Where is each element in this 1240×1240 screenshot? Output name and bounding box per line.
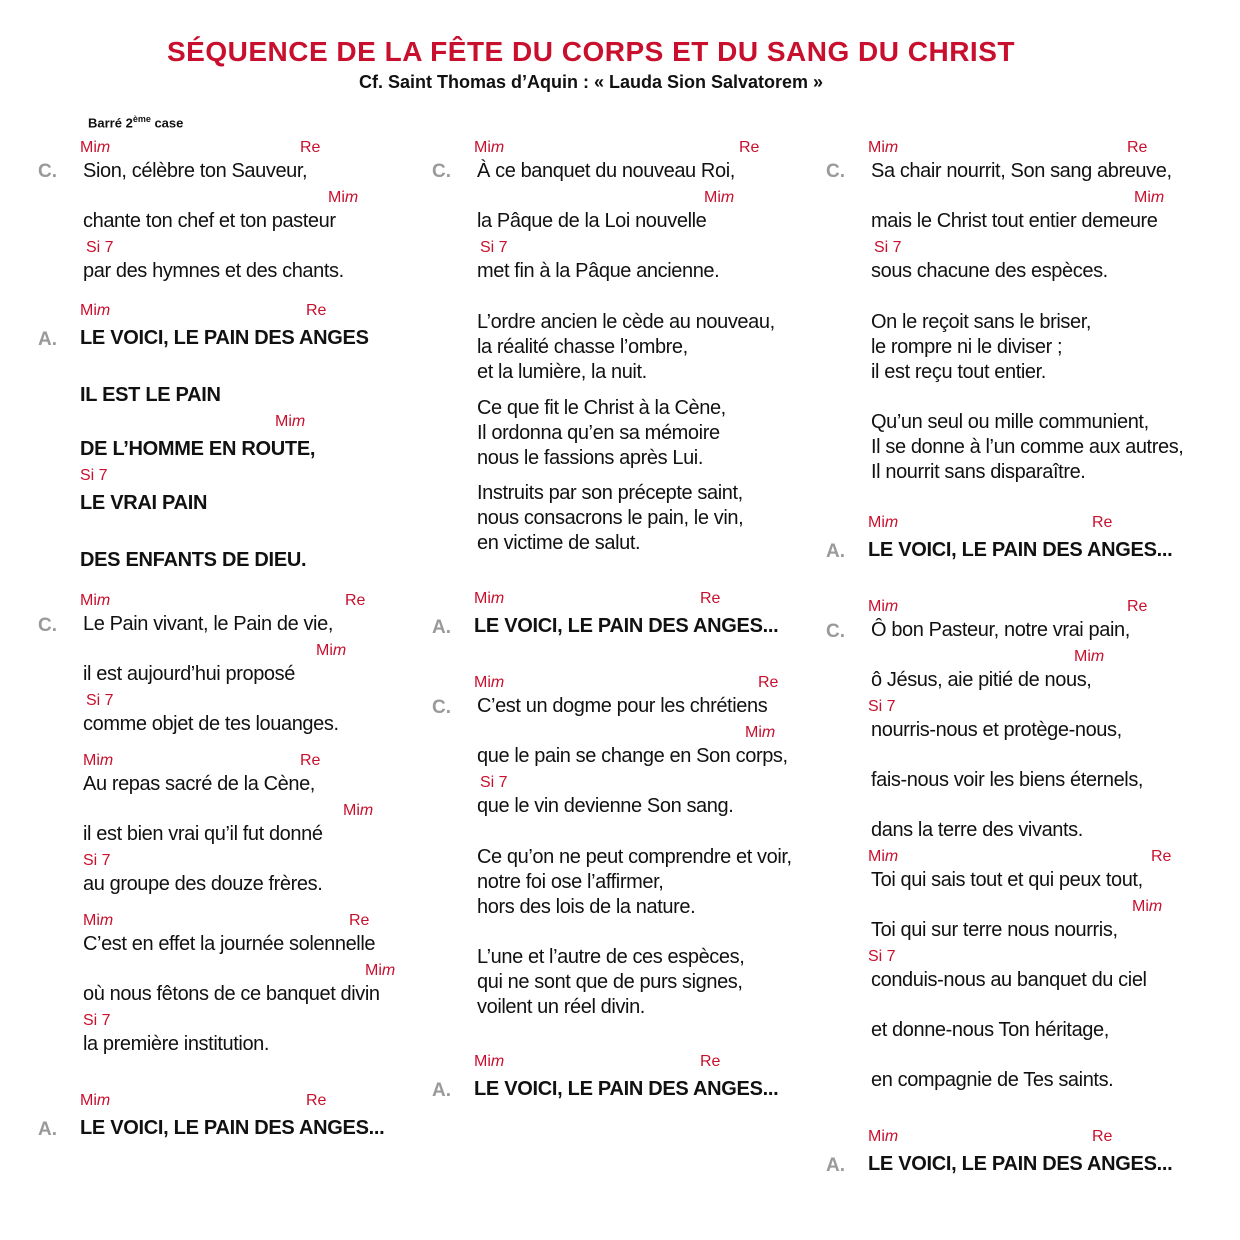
lyric-line: Instruits par son précepte saint, (477, 482, 743, 504)
lyric-line: sous chacune des espèces. (871, 260, 1108, 282)
chord-mim-root: Mi (328, 189, 345, 206)
lyric-line: Il ordonna qu’en sa mémoire (477, 422, 720, 444)
chord-mim-root: Mi (474, 139, 491, 156)
lyric-line: Toi qui sais tout et qui peux tout, (871, 869, 1143, 891)
chord-mim (83, 912, 113, 930)
lyric-line: On le reçoit sans le briser, (871, 311, 1092, 333)
chord-si7: Si 7 (868, 698, 896, 715)
chord-mim (316, 642, 346, 660)
lyric-line: il est reçu tout entier. (871, 361, 1046, 383)
column-3 (826, 0, 1226, 1240)
assembly-marker: A. (826, 1155, 845, 1176)
chord-mim (80, 139, 110, 157)
chord-mim-minor: m (490, 1053, 505, 1070)
chord-mim (474, 674, 504, 692)
chord-mim-minor: m (1148, 898, 1163, 915)
chord-re: Re (1092, 514, 1113, 531)
chord-mim-root: Mi (868, 1128, 885, 1145)
lyric-line: C’est en effet la journée solennelle (83, 933, 376, 955)
chord-mim-minor: m (96, 1092, 111, 1109)
cantor-marker: C. (826, 621, 845, 642)
chord-mim-root: Mi (275, 413, 292, 430)
chord-mim-root: Mi (80, 1092, 97, 1109)
lyric-line: au groupe des douze frères. (83, 873, 323, 895)
chord-mim (474, 139, 504, 157)
lyric-line: Sa chair nourrit, Son sang abreuve, (871, 160, 1172, 182)
lyric-line: et la lumière, la nuit. (477, 361, 647, 383)
lyric-line: chante ton chef et ton pasteur (83, 210, 336, 232)
chord-re: Re (1127, 598, 1148, 615)
chord-mim-root: Mi (365, 962, 382, 979)
lyric-line: et donne-nous Ton héritage, (871, 1019, 1109, 1041)
chord-mim-minor: m (884, 848, 899, 865)
assembly-marker: A. (38, 1119, 57, 1140)
chord-si7: Si 7 (480, 239, 508, 256)
chord-si7: Si 7 (874, 239, 902, 256)
chord-mim-root: Mi (1134, 189, 1151, 206)
cantor-marker: C. (826, 161, 845, 182)
lyric-line: que le vin devienne Son sang. (477, 795, 734, 817)
chord-mim-minor: m (490, 139, 505, 156)
lyric-line: la Pâque de la Loi nouvelle (477, 210, 707, 232)
lyric-line: Qu’un seul ou mille communient, (871, 411, 1149, 433)
chord-re: Re (349, 912, 370, 929)
cantor-marker: C. (38, 615, 57, 636)
lyric-line: met fin à la Pâque ancienne. (477, 260, 720, 282)
chord-mim-minor: m (96, 592, 111, 609)
chord-mim-root: Mi (745, 724, 762, 741)
refrain-line: LE VOICI, LE PAIN DES ANGES... (868, 1153, 1173, 1175)
chord-mim-minor: m (332, 642, 347, 659)
chord-mim-root: Mi (83, 752, 100, 769)
chord-mim (1132, 898, 1162, 916)
lyric-line: À ce banquet du nouveau Roi, (477, 160, 735, 182)
refrain-line: LE VOICI, LE PAIN DES ANGES... (474, 1078, 779, 1100)
lyric-line: en victime de salut. (477, 532, 641, 554)
chord-mim (474, 1053, 504, 1071)
refrain-line: DE L’HOMME EN ROUTE, (80, 438, 316, 460)
chord-mim (868, 848, 898, 866)
chord-mim-root: Mi (343, 802, 360, 819)
assembly-marker: A. (432, 1080, 451, 1101)
assembly-marker: A. (432, 617, 451, 638)
chord-re: Re (700, 590, 721, 607)
lyric-line: voilent un réel divin. (477, 996, 645, 1018)
chord-mim (343, 802, 373, 820)
refrain-line: DES ENFANTS DE DIEU. (80, 549, 307, 571)
chord-mim-minor: m (720, 189, 735, 206)
assembly-marker: A. (38, 329, 57, 350)
chord-mim-minor: m (344, 189, 359, 206)
lyric-line: L’ordre ancien le cède au nouveau, (477, 311, 775, 333)
refrain-line: LE VOICI, LE PAIN DES ANGES (80, 327, 369, 349)
chord-mim-root: Mi (80, 139, 97, 156)
chord-mim-root: Mi (474, 674, 491, 691)
capo-note-sup: ème (132, 114, 151, 124)
lyric-line: Sion, célèbre ton Sauveur, (83, 160, 308, 182)
chord-mim-minor: m (99, 752, 114, 769)
page-subtitle: Cf. Saint Thomas d’Aquin : « Lauda Sion Salvatorem » (358, 72, 824, 92)
chord-mim-root: Mi (704, 189, 721, 206)
chord-mim-root: Mi (80, 302, 97, 319)
lyric-line: par des hymnes et des chants. (83, 260, 344, 282)
refrain-line: LE VOICI, LE PAIN DES ANGES... (868, 539, 1173, 561)
chord-mim-root: Mi (83, 912, 100, 929)
lyric-line: nourris-nous et protège-nous, (871, 719, 1122, 741)
assembly-marker: A. (826, 541, 845, 562)
lyric-line: en compagnie de Tes saints. (871, 1069, 1114, 1091)
chord-si7: Si 7 (86, 692, 114, 709)
chord-re: Re (700, 1053, 721, 1070)
page-title: SÉQUENCE DE LA FÊTE DU CORPS ET DU SANG DU CHRIST (167, 36, 1015, 67)
lyric-line: nous le fassions après Lui. (477, 447, 704, 469)
chord-mim-minor: m (1150, 189, 1165, 206)
chord-mim (474, 590, 504, 608)
chord-mim-root: Mi (1132, 898, 1149, 915)
chord-si7: Si 7 (480, 774, 508, 791)
chord-mim-root: Mi (868, 848, 885, 865)
chord-mim (868, 1128, 898, 1146)
chord-mim-root: Mi (1074, 648, 1091, 665)
lyric-line: Ce que fit le Christ à la Cène, (477, 397, 726, 419)
lyric-line: notre foi ose l’affirmer, (477, 871, 664, 893)
chord-mim-minor: m (490, 674, 505, 691)
chord-si7: Si 7 (868, 948, 896, 965)
lyric-line: Toi qui sur terre nous nourris, (871, 919, 1118, 941)
lyric-line: C’est un dogme pour les chrétiens (477, 695, 768, 717)
chord-mim (365, 962, 395, 980)
lyric-line: Le Pain vivant, le Pain de vie, (83, 613, 333, 635)
chord-mim-minor: m (291, 413, 306, 430)
chord-mim-minor: m (884, 514, 899, 531)
lyric-line: comme objet de tes louanges. (83, 713, 339, 735)
chord-si7: Si 7 (86, 239, 114, 256)
chord-re: Re (1127, 139, 1148, 156)
chord-re: Re (306, 1092, 327, 1109)
cantor-marker: C. (38, 161, 57, 182)
lyric-line: que le pain se change en Son corps, (477, 745, 788, 767)
lyric-line: ô Jésus, aie pitié de nous, (871, 669, 1092, 691)
chord-mim (328, 189, 358, 207)
chord-re: Re (1151, 848, 1172, 865)
lyric-line: Il se donne à l’un comme aux autres, (871, 436, 1184, 458)
lyric-line: mais le Christ tout entier demeure (871, 210, 1158, 232)
column-1 (38, 0, 428, 1240)
lyric-line: la première institution. (83, 1033, 270, 1055)
chord-mim-minor: m (96, 302, 111, 319)
cantor-marker: C. (432, 161, 451, 182)
lyric-line: où nous fêtons de ce banquet divin (83, 983, 380, 1005)
lyric-line: nous consacrons le pain, le vin, (477, 507, 744, 529)
chord-mim-minor: m (884, 598, 899, 615)
chord-mim (868, 598, 898, 616)
column-2 (432, 0, 822, 1240)
chord-re: Re (758, 674, 779, 691)
chord-mim (868, 514, 898, 532)
chord-mim (1074, 648, 1104, 666)
chord-mim-minor: m (96, 139, 111, 156)
chord-mim (704, 189, 734, 207)
chord-mim-root: Mi (868, 514, 885, 531)
chord-mim-root: Mi (316, 642, 333, 659)
refrain-line: LE VOICI, LE PAIN DES ANGES... (474, 615, 779, 637)
cantor-marker: C. (432, 697, 451, 718)
lyric-line: Au repas sacré de la Cène, (83, 773, 315, 795)
refrain-line: IL EST LE PAIN (80, 384, 221, 406)
chord-re: Re (739, 139, 760, 156)
chord-re: Re (300, 752, 321, 769)
chord-mim-root: Mi (474, 590, 491, 607)
chord-mim-root: Mi (474, 1053, 491, 1070)
chord-mim (745, 724, 775, 742)
chord-si7: Si 7 (80, 467, 108, 484)
chord-mim-root: Mi (868, 139, 885, 156)
lyric-line: la réalité chasse l’ombre, (477, 336, 688, 358)
chord-mim-minor: m (884, 139, 899, 156)
lyric-line: il est aujourd’hui proposé (83, 663, 295, 685)
chord-re: Re (306, 302, 327, 319)
capo-note-text: Barré 2 (88, 115, 133, 131)
chord-si7: Si 7 (83, 852, 111, 869)
lyric-line: fais-nous voir les biens éternels, (871, 769, 1144, 791)
chord-re: Re (300, 139, 321, 156)
refrain-line: LE VOICI, LE PAIN DES ANGES... (80, 1117, 385, 1139)
lyric-line: L’une et l’autre de ces espèces, (477, 946, 745, 968)
lyric-line: dans la terre des vivants. (871, 819, 1083, 841)
chord-mim (80, 302, 110, 320)
chord-mim (1134, 189, 1164, 207)
chord-mim-minor: m (884, 1128, 899, 1145)
chord-mim-root: Mi (868, 598, 885, 615)
lyric-line: Ô bon Pasteur, notre vrai pain, (871, 619, 1130, 641)
chord-mim-minor: m (99, 912, 114, 929)
chord-mim-root: Mi (80, 592, 97, 609)
chord-re: Re (1092, 1128, 1113, 1145)
chord-mim (868, 139, 898, 157)
lyric-line: Il nourrit sans disparaître. (871, 461, 1086, 483)
lyric-line: Ce qu’on ne peut comprendre et voir, (477, 846, 792, 868)
lyric-line: le rompre ni le diviser ; (871, 336, 1063, 358)
chord-re: Re (345, 592, 366, 609)
lyric-line: il est bien vrai qu’il fut donné (83, 823, 323, 845)
lyric-line: hors des lois de la nature. (477, 896, 696, 918)
chord-mim (83, 752, 113, 770)
chord-mim-minor: m (359, 802, 374, 819)
chord-mim (80, 592, 110, 610)
lyric-line: qui ne sont que de purs signes, (477, 971, 743, 993)
chord-mim (275, 413, 305, 431)
lyric-line: conduis-nous au banquet du ciel (871, 969, 1147, 991)
chord-mim-minor: m (490, 590, 505, 607)
chord-mim (80, 1092, 110, 1110)
chord-si7: Si 7 (83, 1012, 111, 1029)
chord-mim-minor: m (1090, 648, 1105, 665)
chord-mim-minor: m (381, 962, 396, 979)
refrain-line: LE VRAI PAIN (80, 492, 208, 514)
capo-note-tail: case (150, 115, 184, 131)
chord-mim-minor: m (761, 724, 776, 741)
